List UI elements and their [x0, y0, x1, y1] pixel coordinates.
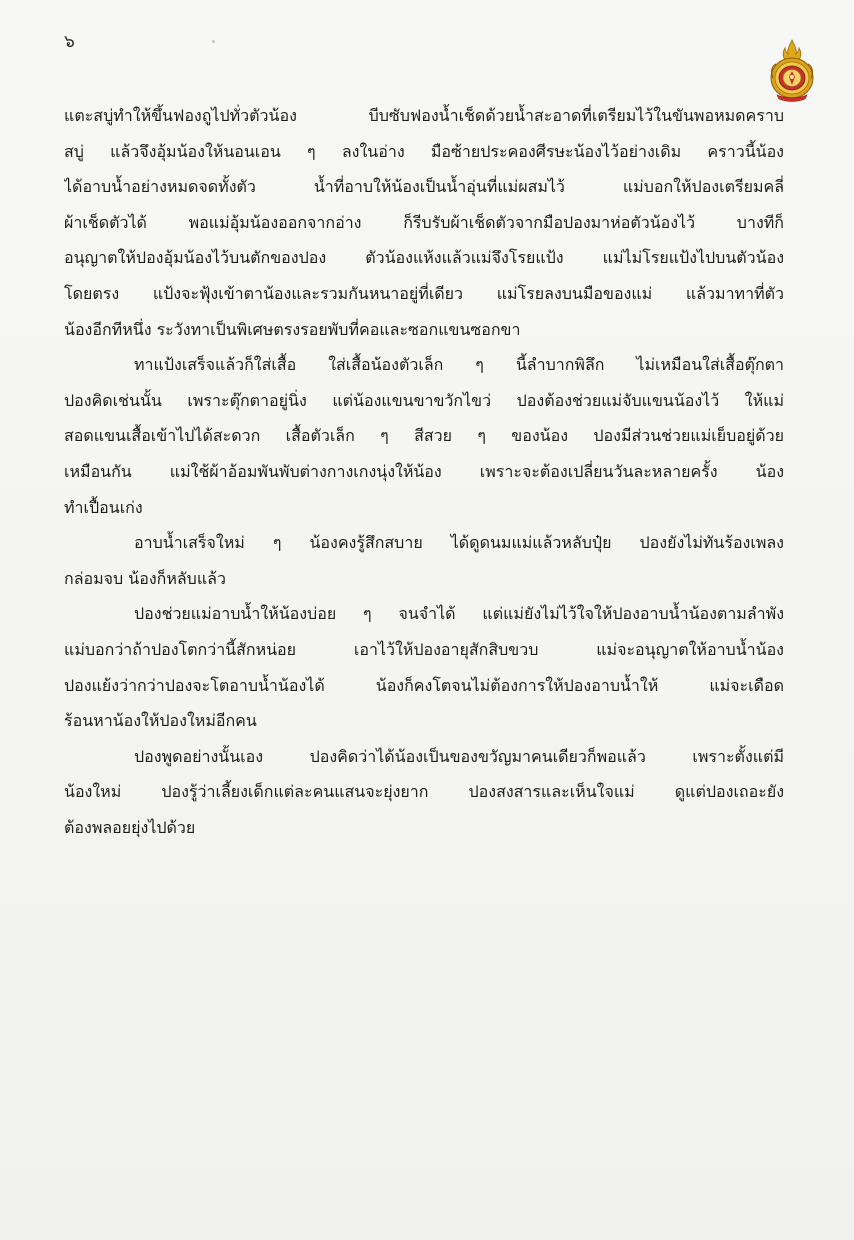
- text-line: แม่บอกว่าถ้าปองโตกว่านี้สักหน่อย เอาไว้ให้ปองอายุสักสิบขวบ แม่จะอนุญาตให้อาบน้ำน้อง: [64, 639, 784, 659]
- text-line: น้องอีกทีหนึ่ง ระวังทาเป็นพิเศษตรงรอยพับที่คอและซอกแขนซอกขา: [64, 319, 521, 339]
- text-line: ปองแย้งว่ากว่าปองจะโตอาบน้ำน้องได้ น้องก็คงโตจนไม่ต้องการให้ปองอาบน้ำให้ แม่จะเดือด: [64, 675, 784, 695]
- text-line: แตะสบู่ทำให้ขึ้นฟองถูไปทั่วตัวน้อง บีบซับฟองน้ำเช็ดด้วยน้ำสะอาดที่เตรียมไว้ในขันพอหมดคราบ: [64, 106, 784, 125]
- text-line: น้องใหม่ ปองรู้ว่าเลี้ยงเด็กแต่ละคนแสนจะยุ่งยาก ปองสงสารและเห็นใจแม่ ดูแต่ปองเถอะยัง: [64, 782, 784, 802]
- text-line: อนุญาตให้ปองอุ้มน้องไว้บนตักของปอง ตัวน้องแห้งแล้วแม่จึงโรยแป้ง แม่ไม่โรยแป้งไปบนตัวน้อง: [64, 248, 784, 268]
- text-line: ปองช่วยแม่อาบน้ำให้น้องบ่อย ๆ จนจำได้ แต่แม่ยังไม่ไว้ใจให้ปองอาบน้ำน้องตามลำพัง: [134, 604, 784, 624]
- text-line: สอดแขนเสื้อเข้าไปได้สะดวก เสื้อตัวเล็ก ๆ สีสวย ๆ ของน้อง ปองมีส่วนช่วยแม่เย็บอยู่ด้วย: [64, 426, 784, 446]
- scan-speck: [212, 40, 215, 43]
- text-line: ปองคิดเช่นนั้น เพราะตุ๊กตาอยู่นิ่ง แต่น้องแขนขาขวักไขว่ ปองต้องช่วยแม่จับแขนน้องไว้ ให้แม่: [64, 390, 784, 410]
- text-line: ได้อาบน้ำอย่างหมดจดทั้งตัว น้ำที่อาบให้น้องเป็นน้ำอุ่นที่แม่ผสมไว้ แม่บอกให้ปองเตรียมคลี่: [64, 177, 784, 197]
- text-line: ทาแป้งเสร็จแล้วก็ใส่เสื้อ ใส่เสื้อน้องตัวเล็ก ๆ นี้ลำบากพิลึก ไม่เหมือนใส่เสื้อตุ๊กตา: [134, 355, 784, 375]
- text-line: ทำเปื้อนเก่ง: [64, 497, 143, 517]
- text-line: ต้องพลอยยุ่งไปด้วย: [64, 817, 196, 837]
- text-line: สบู่ แล้วจึงอุ้มน้องให้นอนเอน ๆ ลงในอ่าง มือซ้ายประคองศีรษะน้องไว้อย่างเดิม คราวนี้น้อง: [64, 141, 784, 161]
- text-line: ผ้าเช็ดตัวได้ พอแม่อุ้มน้องออกจากอ่าง ก็รีบรับผ้าเช็ดตัวจากมือปองมาห่อตัวน้องไว้ บางทีก็: [64, 212, 784, 232]
- thai-ministry-of-education-emblem-icon: [768, 38, 816, 102]
- text-line: กล่อมจบ น้องก็หลับแล้ว: [64, 568, 226, 588]
- text-line: เหมือนกัน แม่ใช้ผ้าอ้อมพันพับต่างกางเกงนุ่งให้น้อง เพราะจะต้องเปลี่ยนวันละหลายครั้ง น้อง: [64, 461, 784, 481]
- text-line: อาบน้ำเสร็จใหม่ ๆ น้องคงรู้สึกสบาย ได้ดูดนมแม่แล้วหลับปุ๋ย ปองยังไม่ทันร้องเพลง: [134, 533, 784, 553]
- text-line: ปองพูดอย่างนั้นเอง ปองคิดว่าได้น้องเป็นของขวัญมาคนเดียวก็พอแล้ว เพราะตั้งแต่มี: [134, 746, 784, 766]
- page-number: ๖: [64, 32, 75, 52]
- text-line: ร้อนหาน้องให้ปองใหม่อีกคน: [64, 711, 257, 731]
- body-text: [64, 98, 784, 845]
- text-line: โดยตรง แป้งจะฟุ้งเข้าตาน้องและรวมกันหนาอยู่ที่เดียว แม่โรยลงบนมือของแม่ แล้วมาทาที่ตัว: [64, 283, 784, 303]
